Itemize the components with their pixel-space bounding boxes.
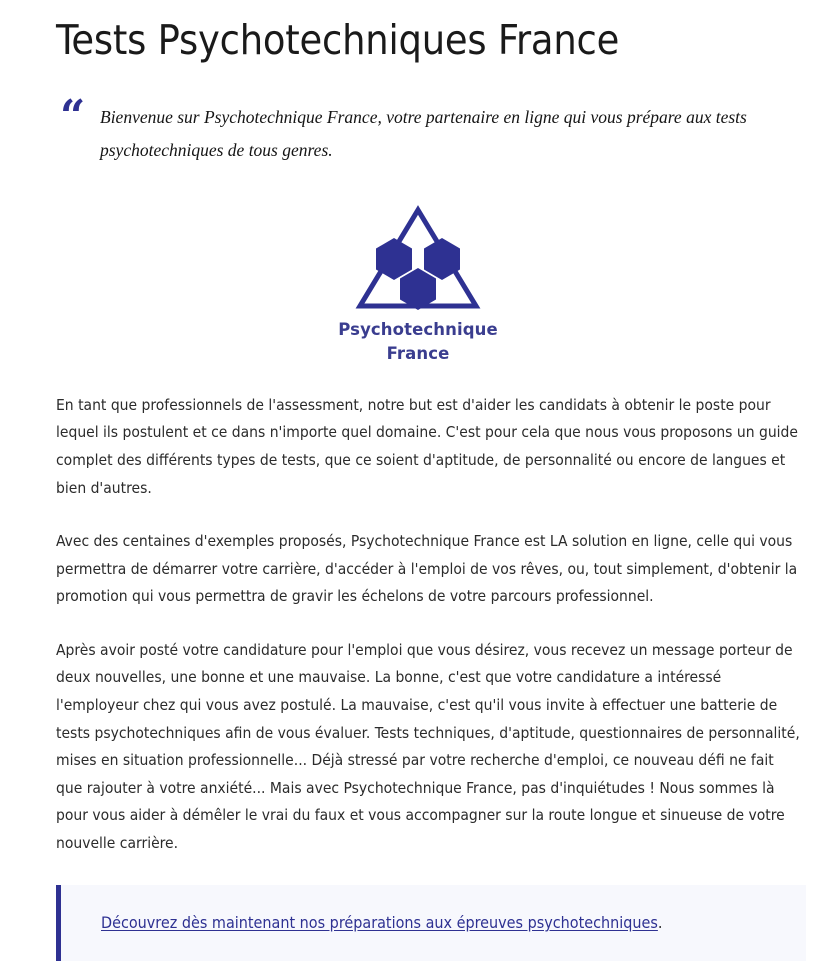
article-body [56, 392, 806, 858]
page-title: Tests Psychotechniques France [56, 16, 620, 64]
quote-open-icon: “ [60, 91, 86, 143]
hexagon-triangle-logo-icon [354, 204, 482, 314]
brand-logo-block [56, 204, 806, 366]
brand-logo-line2: France [386, 343, 450, 363]
body-paragraph: En tant que professionnels de l'assessment, notre but est d'aider les candidats à obtenir le poste pour lequel ils postulent et ce dans n'importe quel domaine. C'est pour cela que nous vous proposons un guide complet des différents types de tests, que ce soient d'aptitude, de personnalité ou encore de langues et bien d'autres. [56, 395, 798, 497]
intro-blockquote [56, 91, 806, 166]
body-paragraph: Après avoir posté votre candidature pour l'emploi que vous désirez, vous recevez un message porteur de deux nouvelles, une bonne et une mauvaise. La bonne, c'est que votre candidature a intéressé l'employeur chez qui vous avez postulé. La mauvaise, c'est qu'il vous invite à effectuer une batterie de tests psychotechniques afin de vous évaluer. Tests techniques, d'aptitude, questionnaires de personnalité, mises en situation professionnelle... Déjà stressé par votre recherche d'emploi, ce nouveau défi ne fait que rajouter à votre anxiété... Mais avec Psychotechnique France, pas d'inquiétudes ! Nous sommes là pour vous aider à démêler le vrai du faux et vous accompagner sur la route longue et sinueuse de votre nouvelle carrière. [56, 640, 800, 852]
cta-callout-box [56, 885, 806, 961]
cta-link[interactable]: Découvrez dès maintenant nos préparations aux épreuves psychotechniques [101, 913, 658, 933]
cta-callout-text [101, 911, 786, 935]
blockquote-text: Bienvenue sur Psychotechnique France, votre partenaire en ligne qui vous prépare aux tests psychotechniques de tous genres. [100, 107, 747, 160]
brand-logo-line1: Psychotechnique [338, 319, 498, 339]
body-paragraph: Avec des centaines d'exemples proposés, Psychotechnique France est LA solution en ligne, celle qui vous permettra de démarrer votre carrière, d'accéder à l'emploi de vos rêves, ou, tout simplement, d'obtenir la promotion qui vous permettra de gravir les échelons de votre parcours professionnel. [56, 532, 798, 606]
cta-trailing-punctuation: . [657, 913, 663, 933]
brand-logo-text [56, 318, 780, 366]
